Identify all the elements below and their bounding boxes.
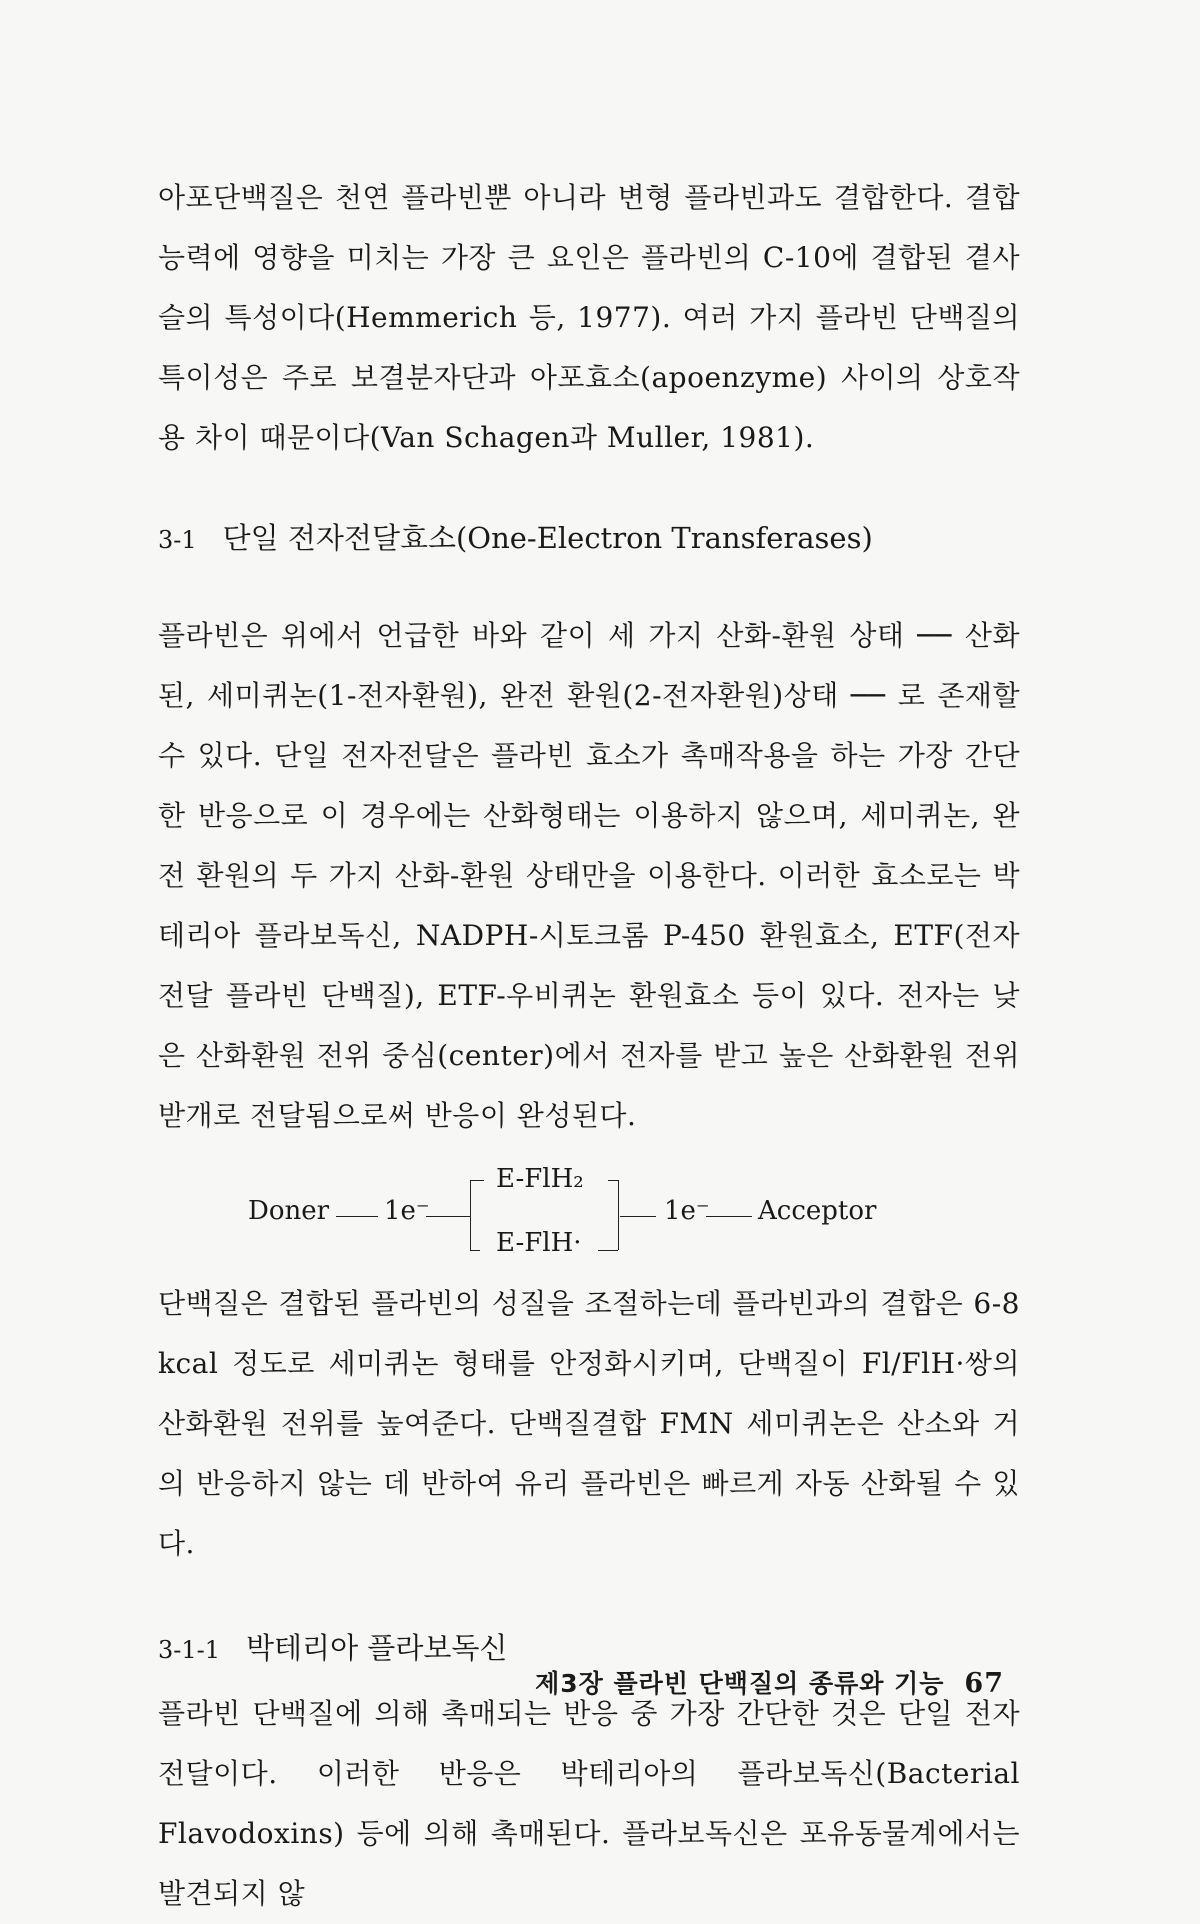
diagram-bottom-species: E-FlH· — [496, 1228, 582, 1258]
subsection-number: 3-1-1 — [158, 1636, 221, 1664]
diagram-top-species: E-FlH₂ — [496, 1164, 584, 1194]
electron-transfer-diagram — [158, 1158, 1020, 1268]
diagram-electron-left: 1e⁻ — [384, 1196, 430, 1226]
diagram-donor: Doner — [248, 1196, 330, 1226]
diagram-electron-right: 1e⁻ — [664, 1196, 710, 1226]
bracket-right — [618, 1180, 619, 1250]
bracket-top-right — [608, 1180, 618, 1181]
subsection-title: 박테리아 플라보독신 — [246, 1631, 508, 1665]
page-footer — [0, 1664, 1200, 1700]
bracket-top-left — [470, 1180, 484, 1181]
paragraph-4: 플라빈 단백질에 의해 촉매되는 반응 중 가장 간단한 것은 단일 전자전달이다. 이러한 반응은 박테리아의 플라보독신(Bacterial Flavodoxins) 등에 의해 촉매된다. 플라보독신은 포유동물계에서는 발견되지 않 — [158, 1697, 1020, 1910]
diagram-acceptor: Acceptor — [758, 1196, 877, 1226]
arrow-line — [706, 1216, 752, 1217]
paragraph-2: 플라빈은 위에서 언급한 바와 같이 세 가지 산화-환원 상태 ── 산화된, 세미퀴논(1-전자환원), 완전 환원(2-전자환원)상태 ── 로 존재할 수 있다. 단일 전자전달은 플라빈 효소가 촉매작용을 하는 가장 간단한 반응으로 이 경우에는 산화형태는 이용하지 않으며, 세미퀴논, 완전 환원의 두 가지 산화-환원 상태만을 이용한다. 이러한 효소로는 박테리아 플라보독신, NADPH-시토크롬 P-450 환원효소, ETF(전자전달 플라빈 단백질), ETF-우비퀴논 환원효소 등이 있다. 전자는 낮은 산화환원 전위 중심(center)에서 전자를 받고 높은 산화환원 전위 받개로 전달됨으로써 반응이 완성된다. — [158, 619, 1020, 1132]
section-title: 단일 전자전달효소(One-Electron Transferases) — [222, 521, 873, 555]
bracket-bottom-right — [598, 1250, 618, 1251]
running-title: 제3장 플라빈 단백질의 종류와 기능 — [535, 1669, 945, 1698]
arrow-line — [620, 1216, 656, 1217]
section-heading-3-1 — [158, 508, 1020, 570]
page-number: 67 — [964, 1668, 1004, 1699]
arrow-line — [336, 1216, 378, 1217]
section-number: 3-1 — [158, 526, 197, 554]
paragraph-1: 아포단백질은 천연 플라빈뿐 아니라 변형 플라빈과도 결합한다. 결합 능력에 영향을 미치는 가장 큰 요인은 플라빈의 C-10에 결합된 곁사슬의 특성이다(Hemmerich 등, 1977). 여러 가지 플라빈 단백질의 특이성은 주로 보결분자단과 아포효소(apoenzyme) 사이의 상호작용 차이 때문이다(Van Schagen과 Muller, 1981). — [158, 181, 1020, 454]
bracket-bottom-left — [470, 1250, 480, 1251]
bracket-left — [470, 1180, 471, 1250]
arrow-line — [426, 1216, 470, 1217]
paragraph-3: 단백질은 결합된 플라빈의 성질을 조절하는데 플라빈과의 결합은 6-8 kcal 정도로 세미퀴논 형태를 안정화시키며, 단백질이 Fl/FlH·쌍의 산화환원 전위를 높여준다. 단백질결합 FMN 세미퀴논은 산소와 거의 반응하지 않는 데 반하여 유리 플라빈은 빠르게 자동 산화될 수 있다. — [158, 1287, 1020, 1560]
